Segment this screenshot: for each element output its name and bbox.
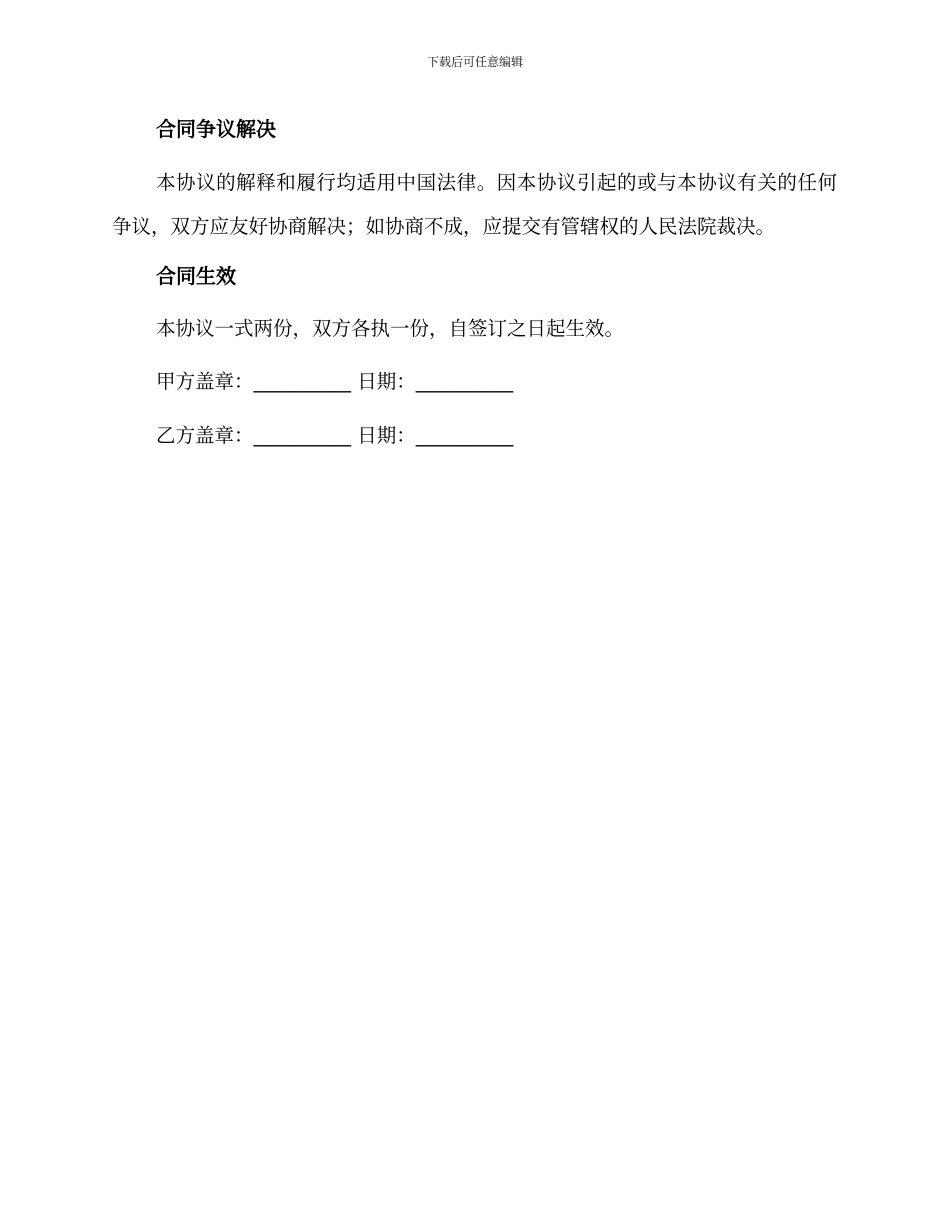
signature-line-party-b — [112, 414, 837, 458]
party-a-seal-label: 甲方盖章： — [156, 370, 254, 393]
page-header-note: 下载后可任意编辑 — [426, 55, 523, 69]
party-a-date-blank: __________ — [415, 370, 514, 393]
document-body — [112, 112, 837, 458]
signature-line-party-a — [112, 360, 837, 404]
party-a-date-label: 日期： — [351, 370, 416, 393]
section-paragraph-contract-effective: 本协议一式两份，双方各执一份，自签订之日起生效。 — [156, 317, 625, 340]
party-b-date-blank: __________ — [415, 424, 514, 447]
section-heading-contract-effective: 合同生效 — [156, 264, 236, 288]
party-a-seal-blank: __________ — [253, 370, 352, 393]
section-paragraph-dispute-resolution: 本协议的解释和履行均适用中国法律。因本协议引起的或与本协议有关的任何争议，双方应友好协商解决；如协商不成，应提交有管辖权的人民法院裁决。 — [112, 171, 837, 238]
party-b-seal-label: 乙方盖章： — [156, 424, 254, 447]
party-b-seal-blank: __________ — [253, 424, 352, 447]
section-heading-dispute-resolution: 合同争议解决 — [156, 117, 276, 141]
party-b-date-label: 日期： — [351, 424, 416, 447]
